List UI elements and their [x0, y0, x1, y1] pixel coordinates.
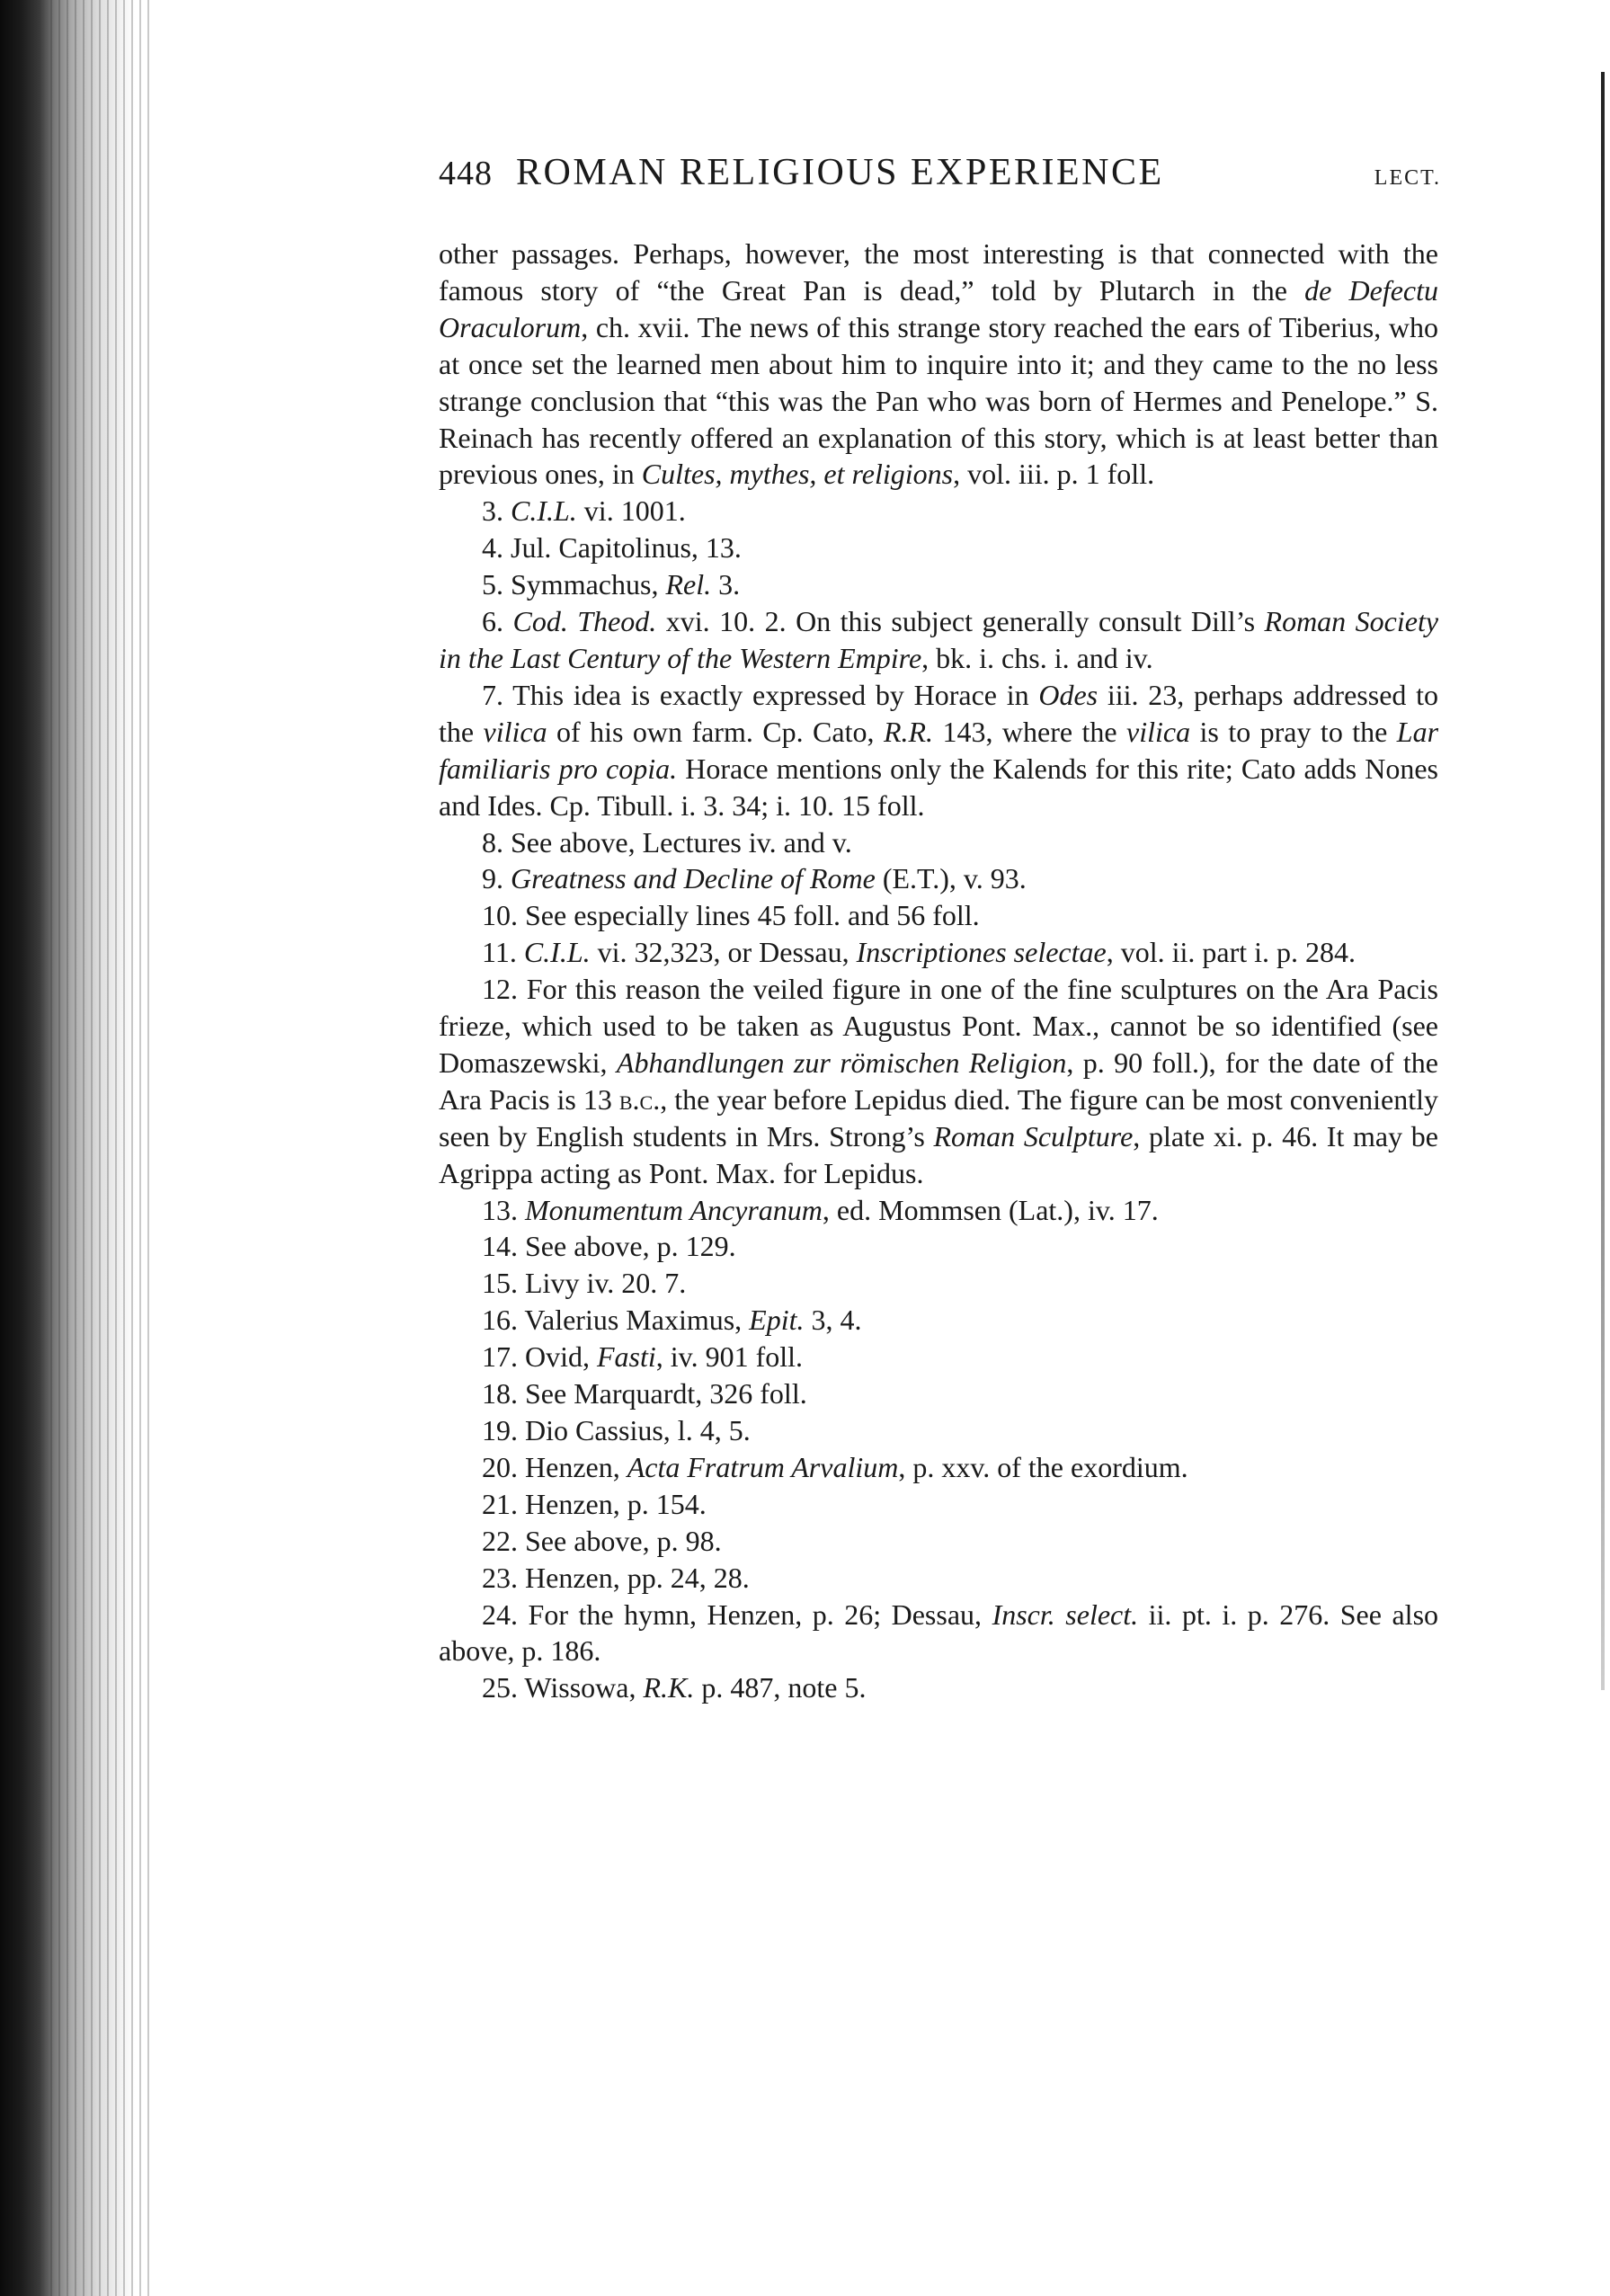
note-italic: Inscr. select.	[992, 1597, 1139, 1631]
note-12	[439, 971, 1438, 1191]
note-italic: Roman Society in the Last Century of the Western Empire	[439, 605, 1439, 674]
note-italic: R.K.	[643, 1671, 695, 1704]
note-16	[439, 1302, 1438, 1339]
note-italic: Acta Fratrum Arvalium	[627, 1450, 899, 1483]
note-continuation	[439, 236, 1438, 493]
note-23	[439, 1560, 1438, 1597]
note-italic: Odes	[1038, 678, 1099, 711]
note-number: 25.	[482, 1671, 518, 1704]
note-text: vi. 1001.	[576, 494, 686, 528]
note-15	[439, 1265, 1438, 1302]
note-text: xvi. 10. 2. On this subject generally consult Dill’s	[656, 605, 1265, 638]
note-text: of his own farm. Cp. Cato,	[547, 715, 884, 748]
note-11	[439, 934, 1438, 971]
note-italic: de Defectu Oraculorum	[439, 273, 1439, 343]
note-italic: Greatness and Decline of Rome	[511, 862, 876, 895]
note-text: See especially lines 45 foll. and 56 foll.	[525, 899, 980, 932]
note-number: 10.	[482, 899, 518, 932]
note-text: Valerius Maximus,	[524, 1304, 750, 1337]
note-14	[439, 1228, 1438, 1265]
note-3	[439, 493, 1438, 530]
note-italic: vilica	[483, 715, 547, 748]
note-number: 13.	[482, 1193, 518, 1226]
binding-gutter-texture	[50, 0, 149, 2296]
note-text: Henzen,	[525, 1450, 627, 1483]
note-text: , ch. xvii. The news of this strange story reached the ears of Tiberius, who at once set the learned men about him to inquire into it; and they came to the no less strange conclusion that “this was the Pan who was born of Hermes and Penelope.” S. Reinach has recently offered an explanation of this story, which is at least better than previous ones, in	[439, 310, 1438, 491]
note-text: This idea is exactly expressed by Horace in	[512, 678, 1039, 711]
running-header	[439, 151, 1441, 214]
note-4	[439, 530, 1438, 566]
note-number: 14.	[482, 1230, 518, 1263]
note-21	[439, 1486, 1438, 1523]
note-italic: Inscriptiones selectae	[856, 936, 1107, 969]
note-italic: C.I.L.	[523, 936, 591, 969]
note-italic: Cod. Theod.	[512, 605, 657, 638]
note-italic: Rel.	[665, 568, 712, 601]
note-text: p. 487, note 5.	[694, 1671, 867, 1704]
note-number: 23.	[482, 1561, 518, 1594]
page-number: 448	[439, 155, 493, 192]
note-10	[439, 897, 1438, 934]
note-number: 7.	[482, 678, 503, 711]
note-number: 11.	[482, 936, 517, 969]
note-number: 20.	[482, 1450, 518, 1483]
note-text: vi. 32,323, or Dessau,	[590, 936, 857, 969]
note-6	[439, 603, 1438, 677]
note-number: 22.	[482, 1524, 518, 1557]
note-text: , vol. ii. part i. p. 284.	[1106, 936, 1356, 969]
note-text: , the year before Lepidus died. The figure can be most conveniently seen by English students in Mrs. Strong’s	[439, 1082, 1439, 1152]
note-text: , vol. iii. p. 1 foll.	[953, 458, 1155, 491]
note-text: 143, where the	[933, 715, 1127, 748]
note-italic: Epit.	[749, 1304, 805, 1337]
note-italic: Abhandlungen zur römischen Religion	[616, 1046, 1067, 1079]
note-number: 17.	[482, 1340, 518, 1374]
note-5	[439, 566, 1438, 603]
note-7	[439, 677, 1438, 824]
note-text: For the hymn, Henzen, p. 26; Dessau,	[528, 1597, 992, 1631]
note-number: 15.	[482, 1267, 518, 1300]
note-text: Livy iv. 20. 7.	[525, 1267, 687, 1300]
note-number: 3.	[482, 494, 503, 528]
note-13	[439, 1192, 1438, 1229]
note-text: 3.	[711, 568, 741, 601]
page-edge-shadow	[1601, 72, 1605, 1690]
note-number: 4.	[482, 531, 503, 565]
note-text: Wissowa,	[524, 1671, 644, 1704]
note-number: 6.	[482, 605, 503, 638]
note-17	[439, 1339, 1438, 1375]
note-text: Jul. Capitolinus, 13.	[511, 531, 742, 565]
note-italic: Fasti	[597, 1340, 656, 1374]
note-number: 12.	[482, 973, 518, 1006]
note-19	[439, 1412, 1438, 1449]
note-number: 16.	[482, 1304, 518, 1337]
note-italic: C.I.L.	[511, 494, 577, 528]
note-text: 3, 4.	[804, 1304, 862, 1337]
running-title: ROMAN RELIGIOUS EXPERIENCE	[516, 152, 1164, 193]
note-text: , iv. 901 foll.	[655, 1340, 804, 1374]
note-20	[439, 1449, 1438, 1486]
note-number: 5.	[482, 568, 503, 601]
note-8	[439, 824, 1438, 861]
notes-body	[439, 236, 1438, 1706]
note-text: See Marquardt, 326 foll.	[525, 1377, 807, 1411]
note-italic: R.R.	[883, 715, 934, 748]
note-number: 18.	[482, 1377, 518, 1411]
note-text: , p. 90 foll.), for the date of the Ara Pacis is 13	[439, 1046, 1439, 1116]
note-text: , plate xi. p. 46. It may be Agrippa acting as Pont. Max. for Lepidus.	[439, 1119, 1439, 1189]
note-18	[439, 1375, 1438, 1412]
note-text: (E.T.), v. 93.	[875, 862, 1027, 895]
note-text: iii. 23, perhaps addressed to the	[439, 678, 1439, 748]
note-number: 9.	[482, 862, 503, 895]
note-text: Ovid,	[525, 1340, 597, 1374]
note-smallcaps: b.c.	[618, 1082, 661, 1116]
note-text: , p. xxv. of the exordium.	[898, 1450, 1188, 1483]
note-22	[439, 1523, 1438, 1560]
note-text: other passages. Perhaps, however, the most interesting is that connected with the famous story of “the Great Pan is dead,” told by Plutarch in the	[439, 237, 1438, 307]
note-number: 8.	[482, 825, 503, 859]
note-italic: Lar familiaris pro copia.	[439, 715, 1439, 785]
note-24	[439, 1597, 1438, 1670]
note-text: See above, p. 129.	[525, 1230, 736, 1263]
note-italic: Cultes, mythes, et religions	[641, 458, 954, 491]
note-text: For this reason the veiled figure in one of the fine sculptures on the Ara Pacis frieze, which used to be taken as Augustus Pont. Max., cannot be so identified (see Domaszewski,	[439, 973, 1439, 1079]
section-label: LECT.	[1374, 166, 1441, 190]
note-text: is to pray to the	[1190, 715, 1397, 748]
note-text: See above, p. 98.	[525, 1524, 722, 1557]
note-text: Horace mentions only the Kalends for this rite; Cato adds Nones and Ides. Cp. Tibull. i. 3. 34; i. 10. 15 foll.	[439, 752, 1439, 822]
note-text: , ed. Mommsen (Lat.), iv. 17.	[822, 1193, 1159, 1226]
note-number: 19.	[482, 1414, 518, 1446]
note-25	[439, 1669, 1438, 1706]
note-italic: Roman Sculpture	[933, 1119, 1134, 1152]
note-number: 24.	[482, 1597, 518, 1631]
note-9	[439, 860, 1438, 897]
note-text: Symmachus,	[511, 568, 666, 601]
note-text: ii. pt. i. p. 276. See also above, p. 186.	[439, 1597, 1439, 1668]
note-number: 21.	[482, 1487, 518, 1520]
note-text: See above, Lectures iv. and v.	[511, 825, 852, 859]
note-text: , bk. i. chs. i. and iv.	[921, 641, 1153, 674]
note-text: Dio Cassius, l. 4, 5.	[525, 1414, 751, 1446]
note-italic: vilica	[1126, 715, 1191, 748]
note-text: Henzen, pp. 24, 28.	[525, 1561, 750, 1594]
note-italic: Monumentum Ancyranum	[525, 1193, 823, 1226]
note-text: Henzen, p. 154.	[525, 1487, 707, 1520]
